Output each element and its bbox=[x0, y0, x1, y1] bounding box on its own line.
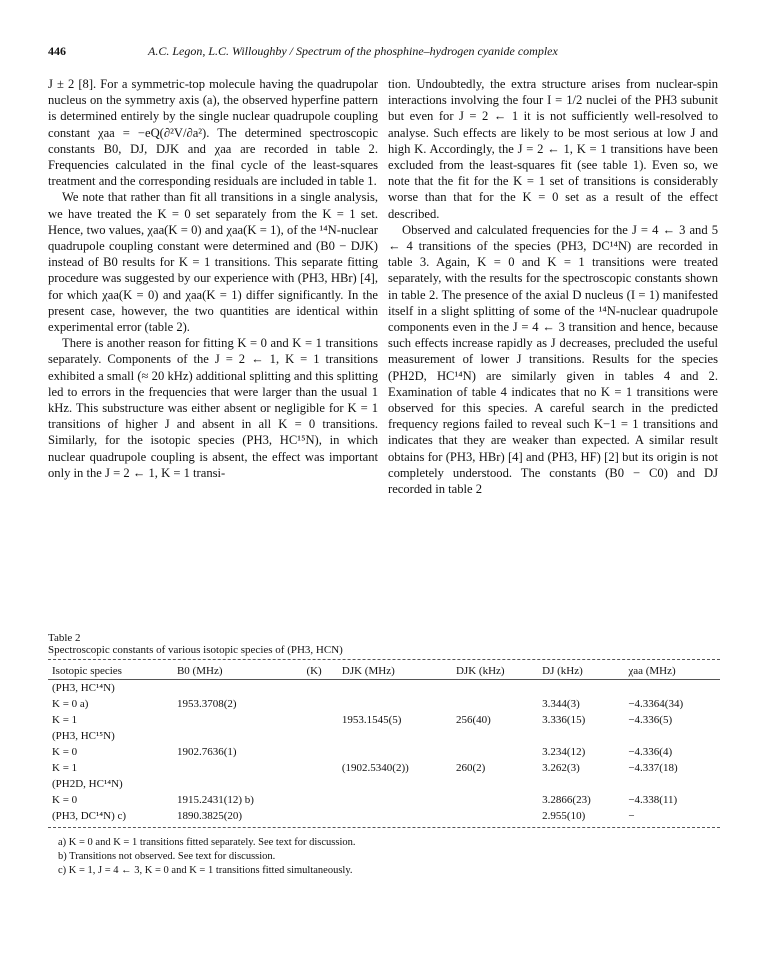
table-cell bbox=[302, 808, 337, 824]
table-cell bbox=[302, 776, 337, 792]
data-table bbox=[48, 663, 720, 824]
table-cell: 256(40) bbox=[455, 714, 491, 726]
table-cell: (PH3, HC¹⁵N) bbox=[52, 730, 115, 742]
table-notes bbox=[48, 836, 720, 878]
table-cell: 3.336(15) bbox=[542, 714, 586, 726]
paragraph: There is another reason for fitting K = 0 and K = 1 transitions separately. Components of the J = 2 ← 1, K = 1 transitions exhibited a small (≈ 20 kHz) additional splitting and this splitting led to errors in the frequencies that were larger than the usual 1 kHz. This substructure was either absent or negligible for K = 1 transitions of higher J and absent in all K = 0 transitions. Similarly, for the isotopic species (PH3, HC¹⁵N), in which nuclear quadrupole coupling is absent, the effect was important only in the J = 2 ← 1, K = 1 transi- bbox=[48, 336, 378, 480]
table-footnote: b) Transitions not observed. See text for discussion. bbox=[58, 851, 276, 862]
column-header: (K) bbox=[302, 663, 337, 680]
table-cell bbox=[173, 712, 302, 728]
table-cell bbox=[302, 680, 337, 697]
table-cell: 1953.1545(5) bbox=[341, 714, 402, 726]
table-footnote: a) K = 0 and K = 1 transitions fitted separately. See text for discussion. bbox=[58, 837, 356, 848]
table-cell: K = 0 bbox=[52, 746, 78, 758]
table-cell bbox=[302, 744, 337, 760]
table-cell bbox=[302, 792, 337, 808]
table-cell: 1915.2431(12) b) bbox=[176, 794, 254, 806]
table-cell bbox=[338, 808, 452, 824]
table-row bbox=[48, 776, 720, 792]
table-cell: 3.262(3) bbox=[542, 762, 580, 774]
column-header: DJK (kHz) bbox=[452, 663, 538, 680]
left-column bbox=[48, 76, 378, 481]
table-cell bbox=[538, 776, 624, 792]
table-cell: 3.344(3) bbox=[542, 698, 580, 710]
table-cell bbox=[302, 696, 337, 712]
table-cell bbox=[338, 744, 452, 760]
table-row bbox=[48, 744, 720, 760]
table-row bbox=[48, 728, 720, 744]
column-header: DJK (MHz) bbox=[338, 663, 452, 680]
paragraph: tion. Undoubtedly, the extra structure arises from nuclear-spin interactions involving the four I = 1/2 nuclei of the PH3 subunit but even for J = 2 ← 1 it is not sufficiently well-resolved to analyse. Such effects are likely to be most serious at low J and high K. Accordingly, the J = 2 ← 1, K = 1 transitions have been excluded from the least-squares fit (see table 1). Even so, we note that the fit for the K = 1 set of transitions is considerably worse than that for the K = 0 set as a result of the effect described. bbox=[388, 77, 718, 221]
paragraph: Observed and calculated frequencies for the J = 4 ← 3 and 5 ← 4 transitions of the species (PH3, DC¹⁴N) are recorded in table 3. Again, K = 0 and K = 1 transitions were treated separately, with the results for the spectroscopic constants shown in table 2. The presence of the axial D nucleus (I = 1) manifested itself in a slight splitting of some of the ¹⁴N-nuclear quadrupole components even in the J = 4 ← 3 transition and hence, because such effects increase rapidly as J decreases, precluded the useful measurement of lower J transitions. Results for the species (PH2D, HC¹⁴N) are similarly given in tables 4 and 2. Examination of table 4 indicates that no K = 1 transitions were observed for this species. A careful search in the predicted frequency regions failed to reveal such K−1 = 1 transitions and indicates that they are weaker than expected. A similar result obtains for (PH3, HBr) [4] and (PH3, HF) [2] but its origin is not completely understood. The constants (B0 − C0) and DJ recorded in table 2 bbox=[388, 222, 718, 497]
table-cell bbox=[538, 680, 624, 697]
table-cell bbox=[338, 776, 452, 792]
table-label: Table 2 bbox=[48, 632, 81, 644]
table-cell: −4.336(4) bbox=[628, 746, 673, 758]
table-row bbox=[48, 792, 720, 808]
table-cell bbox=[452, 808, 538, 824]
table-cell: −4.338(11) bbox=[628, 794, 678, 806]
table-cell: (1902.5340(2)) bbox=[341, 762, 409, 774]
table-cell bbox=[452, 680, 538, 697]
paragraph: We note that rather than fit all transitions in a single analysis, we have treated the K = 0 set separately from the K = 1 set. Hence, two values, χaa(K = 0) and χaa(K = 1), of the ¹⁴N-nuclear quadrupole coupling constant were determined and (B0 − DJK) instead of B0 results for K = 1 transitions. This separate fitting procedure was suggested by our experience with (PH3, HBr) [4], for which χaa(K = 0) and χaa(K = 1) differ significantly. In the present case, however, the two quantities are identical within experimental error (table 2). bbox=[48, 190, 378, 335]
table-cell: 1902.7636(1) bbox=[176, 746, 237, 758]
table-cell: − bbox=[628, 810, 635, 822]
table-cell bbox=[173, 680, 302, 697]
table-cell: (PH3, DC¹⁴N) c) bbox=[52, 810, 127, 822]
table-footnote: c) K = 1, J = 4 ← 3, K = 0 and K = 1 transitions fitted simultaneously. bbox=[58, 865, 353, 876]
table-row bbox=[48, 760, 720, 776]
table-cell bbox=[338, 728, 452, 744]
table-cell bbox=[173, 776, 302, 792]
table-cell: K = 0 bbox=[52, 794, 78, 806]
table-cell bbox=[624, 680, 720, 697]
right-column bbox=[388, 76, 718, 497]
table-2 bbox=[48, 632, 720, 878]
table-cell bbox=[452, 696, 538, 712]
table-row bbox=[48, 696, 720, 712]
table-top-rule bbox=[48, 659, 720, 660]
table-cell: K = 0 a) bbox=[52, 698, 89, 710]
table-header-row bbox=[48, 663, 720, 680]
table-row bbox=[48, 712, 720, 728]
column-header: Isotopic species bbox=[48, 663, 173, 680]
table-cell bbox=[452, 792, 538, 808]
table-cell: −4.336(5) bbox=[628, 714, 673, 726]
table-cell: (PH3, HC¹⁴N) bbox=[52, 682, 115, 694]
table-cell bbox=[173, 728, 302, 744]
table-cell bbox=[173, 760, 302, 776]
table-cell bbox=[338, 792, 452, 808]
table-cell: 1953.3708(2) bbox=[176, 698, 237, 710]
table-row bbox=[48, 808, 720, 824]
column-header: χaa (MHz) bbox=[624, 663, 720, 680]
running-title: A.C. Legon, L.C. Willoughby / Spectrum of the phosphine–hydrogen cyanide complex bbox=[148, 44, 558, 58]
table-cell: 260(2) bbox=[455, 762, 486, 774]
table-bottom-rule bbox=[48, 827, 720, 828]
table-cell: 2.955(10) bbox=[542, 810, 586, 822]
table-cell bbox=[452, 776, 538, 792]
page-number: 446 bbox=[48, 44, 66, 58]
column-header: DJ (kHz) bbox=[538, 663, 624, 680]
table-cell: 3.2866(23) bbox=[542, 794, 591, 806]
table-cell: K = 1 bbox=[52, 714, 78, 726]
table-cell bbox=[452, 744, 538, 760]
table-cell: (PH2D, HC¹⁴N) bbox=[52, 778, 123, 790]
paragraph: J ± 2 [8]. For a symmetric-top molecule having the quadrupolar nucleus on the symmetry axis (a), the observed hyperfine pattern is determined entirely by the single nuclear quadrupole coupling constant χaa = −eQ(∂²V/∂a²). The determined spectroscopic constants B0, DJ, DJK and χaa are recorded in table 2. Frequencies calculated in the final cycle of the least-squares treatment and the corresponding residuals are included in table 1. bbox=[48, 77, 378, 189]
table-cell bbox=[302, 712, 337, 728]
table-cell: 3.234(12) bbox=[542, 746, 586, 758]
table-cell: −4.337(18) bbox=[628, 762, 678, 774]
table-cell bbox=[624, 728, 720, 744]
table-cell: −4.3364(34) bbox=[628, 698, 684, 710]
table-row bbox=[48, 680, 720, 697]
table-cell bbox=[538, 728, 624, 744]
table-cell bbox=[338, 696, 452, 712]
table-cell bbox=[624, 776, 720, 792]
column-header: B0 (MHz) bbox=[173, 663, 302, 680]
table-caption: Spectroscopic constants of various isotopic species of (PH3, HCN) bbox=[48, 644, 343, 656]
table-cell bbox=[302, 728, 337, 744]
table-cell bbox=[302, 760, 337, 776]
table-cell: K = 1 bbox=[52, 762, 78, 774]
table-cell bbox=[452, 728, 538, 744]
table-cell bbox=[338, 680, 452, 697]
table-cell: 1890.3825(20) bbox=[176, 810, 243, 822]
